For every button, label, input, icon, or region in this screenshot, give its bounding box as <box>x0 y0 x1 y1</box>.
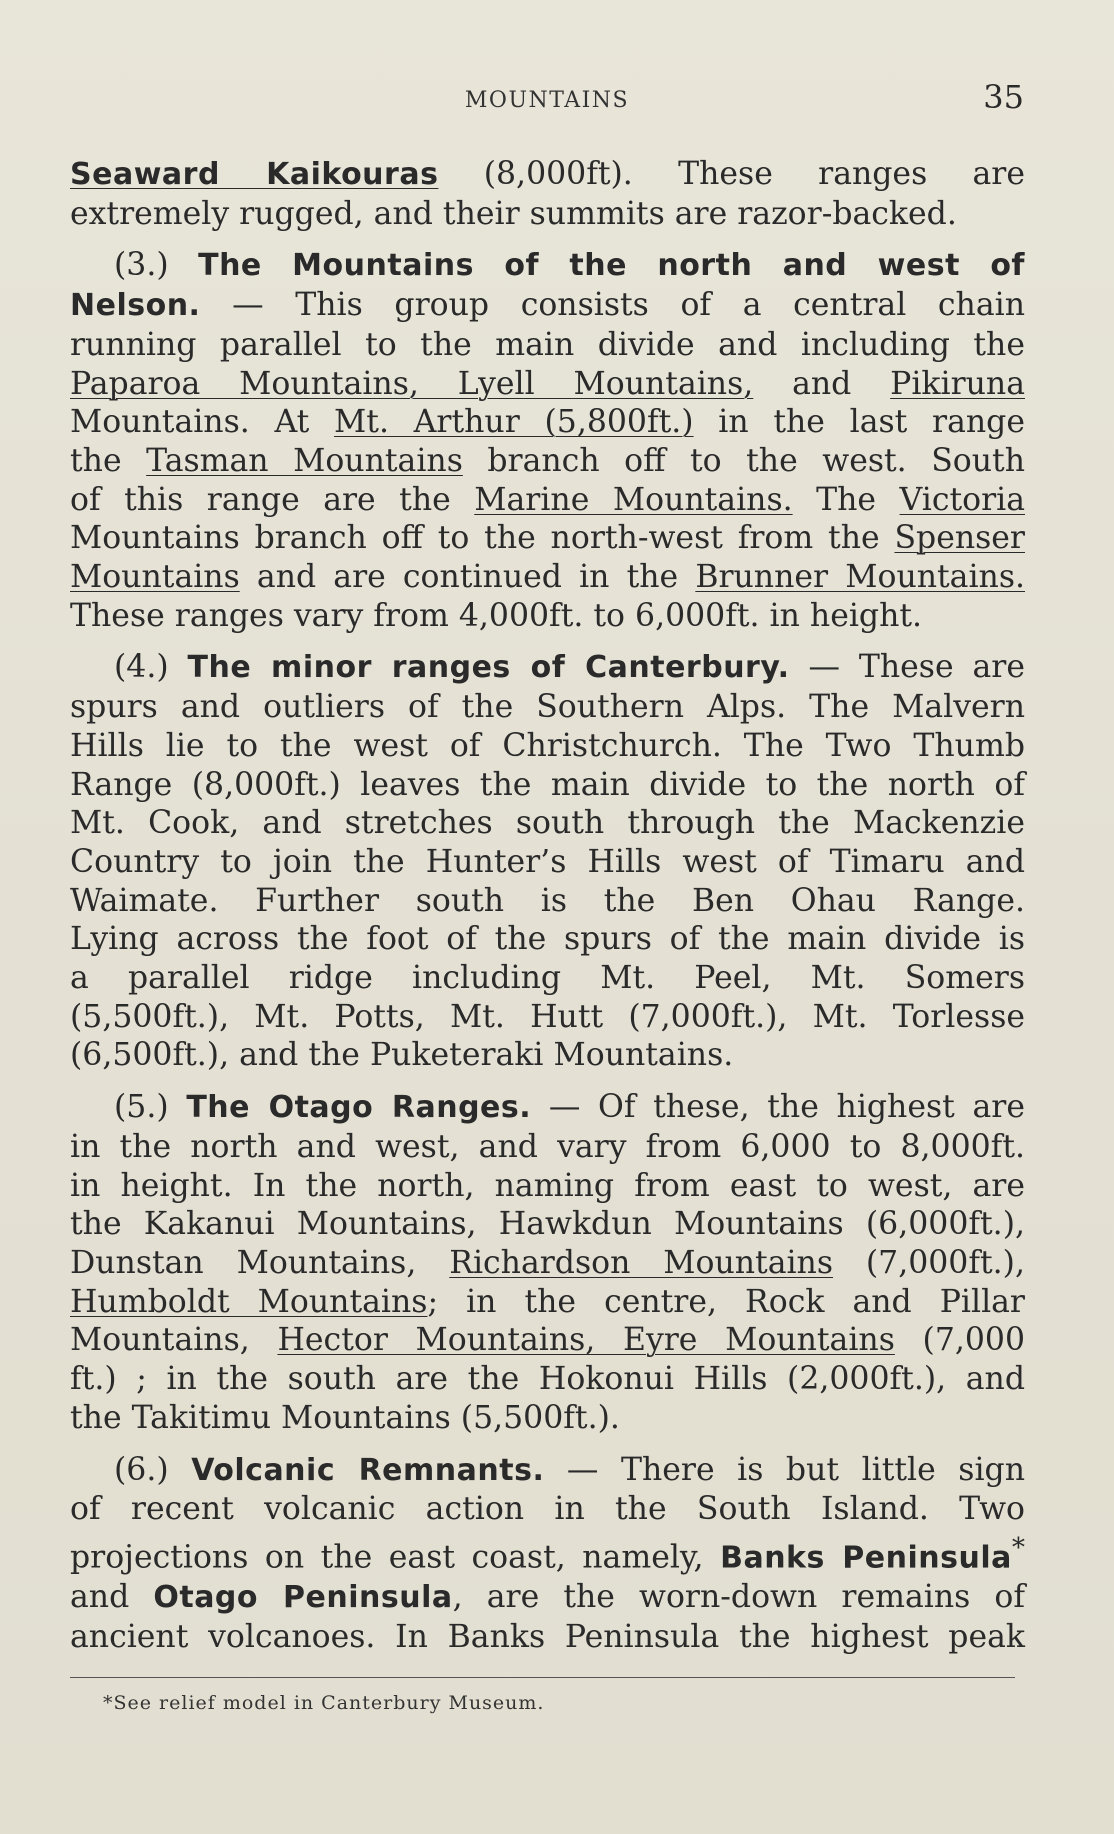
text-line: Paparoa Mountains, Lyell Mountains, and Pikiruna <box>70 365 1025 402</box>
text-line: Mountains. At Mt. Arthur (5,800ft.) in the last range <box>70 404 1025 441</box>
text-line: Country to join the Hunter’s Hills west of Timaru and <box>70 843 1025 880</box>
text-line: in the north and west, and vary from 6,000 to 8,000ft. <box>70 1128 1025 1165</box>
text-line: the Takitimu Mountains (5,500ft.). <box>70 1399 620 1436</box>
paragraph-otago <box>70 1088 1025 1437</box>
paragraph-volcanic <box>70 1451 1025 1657</box>
running-head: MOUNTAINS <box>464 88 630 113</box>
text-line: extremely rugged, and their summits are razor-backed. <box>70 195 957 232</box>
paragraph-nelson <box>70 246 1025 635</box>
text-line: (5,500ft.), Mt. Potts, Mt. Hutt (7,000ft.), Mt. Torlesse <box>70 998 1025 1035</box>
text-line: in height. In the north, naming from east to west, are <box>70 1167 1025 1204</box>
text-line: (6.) Volcanic Remnants. — There is but little sign <box>114 1451 1025 1488</box>
text-line: Dunstan Mountains, Richardson Mountains (7,000ft.), <box>70 1244 1025 1281</box>
text-line: Seaward Kaikouras (8,000ft). These ranges are <box>70 156 1025 192</box>
section-heading: The minor ranges of Canterbury. <box>187 650 790 686</box>
text-line: running parallel to the main divide and including the <box>70 326 1025 363</box>
text-line: These ranges vary from 4,000ft. to 6,000ft. in height. <box>70 597 923 634</box>
section-heading: Volcanic Remnants. <box>191 1452 545 1488</box>
bold-term: Banks Peninsula <box>720 1540 1012 1576</box>
text-line: the Kakanui Mountains, Hawkdun Mountains (6,000ft.), <box>70 1206 1025 1243</box>
text-line: Nelson. — This group consists of a central chain <box>70 287 1025 324</box>
text-line: (3.) The Mountains of the north and west of <box>114 247 1025 284</box>
text-line: (6,500ft.), and the Puketeraki Mountains. <box>70 1037 734 1074</box>
text-line: spurs and outliers of the Southern Alps. The Malvern <box>70 689 1025 726</box>
page-body <box>70 155 1025 1670</box>
text-line: Mountains and are continued in the Brunner Mountains. <box>70 559 1025 596</box>
section-heading: The Mountains of the north and west of <box>198 248 1025 284</box>
page-number: 35 <box>983 78 1024 116</box>
footnote-marker: * <box>1011 1532 1025 1563</box>
text-line: of recent volcanic action in the South Island. Two <box>70 1491 1025 1528</box>
text-line: Lying across the foot of the spurs of the main divide is <box>70 921 1025 958</box>
text-line: Range (8,000ft.) leaves the main divide to the north of <box>70 766 1025 803</box>
text-line: ft.) ; in the south are the Hokonui Hills (2,000ft.), and <box>70 1361 1025 1398</box>
text-line: Mt. Cook, and stretches south through the Mackenzie <box>70 805 1025 842</box>
section-heading: The Otago Ranges. <box>186 1090 532 1126</box>
text-line: Mountains branch off to the north-west from the Spenser <box>70 520 1025 557</box>
bold-term: Otago Peninsula <box>153 1580 453 1616</box>
page-header <box>70 78 1024 118</box>
bold-term: Seaward Kaikouras <box>70 157 439 192</box>
text-line: Mountains, Hector Mountains, Eyre Mountains (7,000 <box>70 1322 1025 1359</box>
footnote-rule <box>70 1677 1015 1678</box>
text-line: (4.) The minor ranges of Canterbury. — These are <box>114 649 1025 686</box>
text-line: Hills lie to the west of Christchurch. The Two Thumb <box>70 727 1025 764</box>
text-line: ancient volcanoes. In Banks Peninsula the highest peak <box>70 1618 1025 1655</box>
section-heading: Nelson. <box>70 288 201 324</box>
text-line: a parallel ridge including Mt. Peel, Mt. Somers <box>70 960 1025 997</box>
text-line: Waimate. Further south is the Ben Ohau Range. <box>70 882 1025 919</box>
text-line: (5.) The Otago Ranges. — Of these, the highest are <box>114 1089 1025 1126</box>
text-line: of this range are the Marine Mountains. The Victoria <box>70 481 1025 518</box>
text-line: the Tasman Mountains branch off to the west. South <box>70 442 1025 479</box>
footnote: *See relief model in Canterbury Museum. <box>103 1692 545 1714</box>
text-line: projections on the east coast, namely, Banks Peninsula* <box>70 1532 1025 1576</box>
text-line: and Otago Peninsula, are the worn-down remains of <box>70 1579 1025 1616</box>
text-line: Humboldt Mountains; in the centre, Rock and Pillar <box>70 1283 1025 1320</box>
paragraph-seaward-kaikouras <box>70 155 1025 233</box>
paragraph-canterbury <box>70 648 1025 1075</box>
